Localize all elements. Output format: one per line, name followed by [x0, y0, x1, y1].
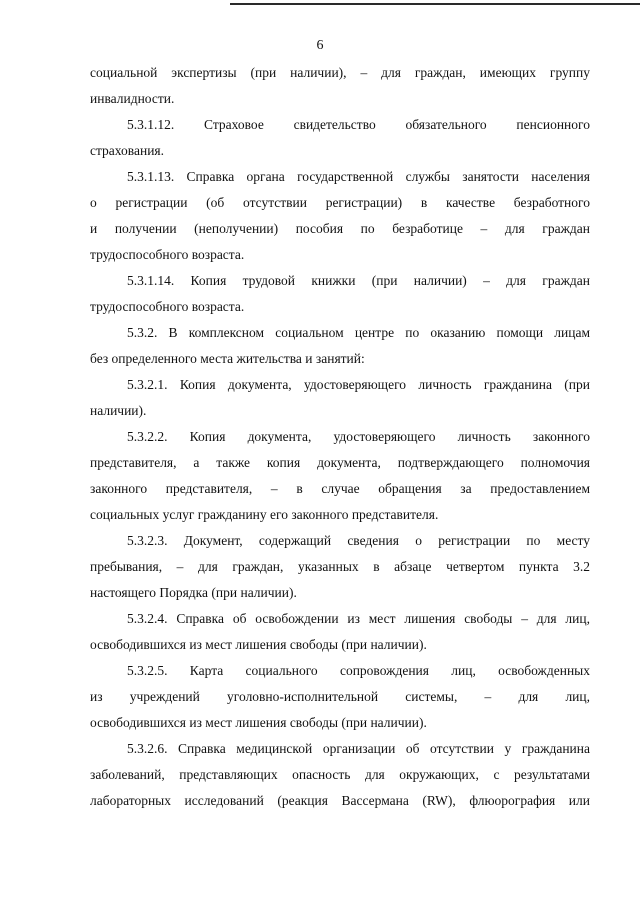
paragraph: [90, 606, 590, 658]
text-line: 5.3.2.6. Справка медицинской организации об отсутствии у гражданина: [127, 741, 590, 756]
text-line: наличии).: [90, 403, 147, 418]
text-line: трудоспособного возраста.: [90, 299, 245, 314]
text-line: лабораторных исследований (реакция Вассермана (RW), флюорография или: [90, 793, 590, 808]
text-line: без определенного места жительства и занятий:: [90, 351, 365, 366]
text-line: освободившихся из мест лишения свободы (при наличии).: [90, 637, 427, 652]
paragraph: [90, 112, 590, 164]
text-line: 5.3.1.12. Страховое свидетельство обязательного пенсионного: [127, 117, 590, 132]
text-line: 5.3.2.5. Карта социального сопровождения лиц, освобожденных: [127, 663, 590, 678]
text-line: социальных услуг гражданину его законного представителя.: [90, 507, 439, 522]
text-line: о регистрации (об отсутствии регистрации) в качестве безработного: [90, 195, 590, 210]
text-line: страхования.: [90, 143, 165, 158]
document-body: [90, 60, 590, 814]
paragraph: [90, 736, 590, 814]
text-line: настоящего Порядка (при наличии).: [90, 585, 297, 600]
text-line: 5.3.2.2. Копия документа, удостоверяющего личность законного: [127, 429, 590, 444]
paragraph: [90, 320, 590, 372]
text-line: инвалидности.: [90, 91, 175, 106]
paragraph: [90, 60, 590, 112]
text-line: социальной экспертизы (при наличии), – для граждан, имеющих группу: [90, 65, 590, 80]
text-line: 5.3.2.3. Документ, содержащий сведения о регистрации по месту: [127, 533, 590, 548]
text-line: трудоспособного возраста.: [90, 247, 245, 262]
text-line: 5.3.1.13. Справка органа государственной службы занятости населения: [127, 169, 590, 184]
text-line: представителя, а также копия документа, подтверждающего полномочия: [90, 455, 590, 470]
text-line: 5.3.2. В комплексном социальном центре по оказанию помощи лицам: [127, 325, 590, 340]
paragraph: [90, 658, 590, 736]
text-line: из учреждений уголовно-исполнительной системы, – для лиц,: [90, 689, 590, 704]
text-line: 5.3.2.4. Справка об освобождении из мест лишения свободы – для лиц,: [127, 611, 590, 626]
text-line: законного представителя, – в случае обращения за предоставлением: [90, 481, 590, 496]
paragraph: [90, 424, 590, 528]
paragraph: [90, 268, 590, 320]
paragraph: [90, 528, 590, 606]
text-line: пребывания, – для граждан, указанных в абзаце четвертом пункта 3.2: [90, 559, 590, 574]
text-line: 5.3.1.14. Копия трудовой книжки (при наличии) – для граждан: [127, 273, 590, 288]
text-line: освободившихся из мест лишения свободы (при наличии).: [90, 715, 427, 730]
paragraph: [90, 372, 590, 424]
page-number: 6: [316, 38, 324, 53]
text-line: заболеваний, представляющих опасность для окружающих, с результатами: [90, 767, 590, 782]
text-line: и получении (неполучении) пособия по безработице – для граждан: [90, 221, 590, 236]
text-line: 5.3.2.1. Копия документа, удостоверяющего личность гражданина (при: [127, 377, 590, 392]
paragraph: [90, 164, 590, 268]
